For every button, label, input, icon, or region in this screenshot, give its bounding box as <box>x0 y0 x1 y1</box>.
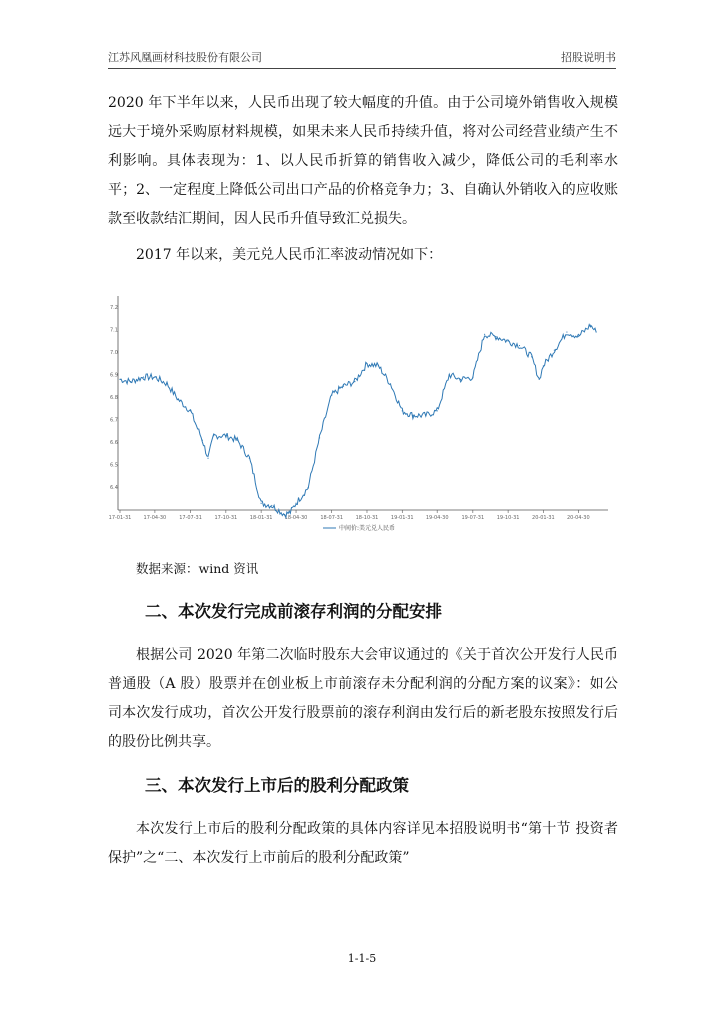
series-point <box>331 395 332 396</box>
x-tick-label: 19-10-31 <box>496 515 520 521</box>
series-point <box>519 345 520 346</box>
series-point <box>290 512 291 513</box>
header-document-type: 招股说明书 <box>561 51 616 64</box>
series-point <box>531 356 532 357</box>
y-tick-label: 7.2 <box>110 304 118 311</box>
y-tick-label: 7.0 <box>110 349 118 356</box>
x-tick-label: 17-04-30 <box>143 515 167 521</box>
section-heading-dividend-policy: 三、本次发行上市后的股利分配政策 <box>145 776 409 795</box>
series-point <box>484 334 485 335</box>
y-tick-label: 6.5 <box>110 462 118 469</box>
series-point <box>130 381 131 382</box>
series-point <box>202 440 203 441</box>
x-tick-label: 18-04-30 <box>284 515 308 521</box>
x-tick-label: 17-07-31 <box>179 515 202 521</box>
series-point <box>402 410 403 411</box>
series-point <box>508 340 509 341</box>
series-point <box>237 440 238 441</box>
paragraph-currency-risk: 2020 年下半年以来，人民币出现了较大幅度的升值。由于公司境外销售收入规模远大于境外采购原材料规模，如果未来人民币持续升值，将对公司经营业绩产生不利影响。具体表现为：1、以人民币折算的销售收入减少，降低公司的毛利率水平；2、一定程度上降低公司出口产品的价格竞争力；3、自确认外销收入的应收账款至收款结汇期间，因人民币升值导致汇兑损失。 <box>108 95 618 227</box>
series-point <box>154 376 155 377</box>
series-point <box>354 381 355 382</box>
y-tick-label: 6.7 <box>110 417 118 424</box>
paragraph-chart-intro: 2017 年以来，美元兑人民币汇率波动情况如下： <box>136 247 443 263</box>
paragraph-dividend-policy: 本次发行上市后的股利分配政策的具体内容详见本招股说明书“第十节 投资者保护”之“二、本次发行上市前后的股利分配政策” <box>108 821 618 866</box>
series-point <box>412 415 413 416</box>
series-point <box>207 458 208 459</box>
series-point <box>495 336 496 337</box>
series-point <box>472 376 473 377</box>
x-tick-label: 18-10-31 <box>355 515 379 521</box>
x-tick-label: 18-01-31 <box>249 515 273 521</box>
series-point <box>543 365 544 366</box>
x-tick-label: 19-07-31 <box>461 515 485 521</box>
series-point <box>190 410 191 411</box>
series-point <box>213 435 214 436</box>
x-tick-label: 17-10-31 <box>214 515 238 521</box>
series-point <box>119 379 120 380</box>
series-point <box>437 410 438 411</box>
y-tick-label: 7.1 <box>110 327 118 334</box>
series-point <box>343 386 344 387</box>
x-tick-label: 18-07-31 <box>320 515 344 521</box>
series-point <box>578 336 579 337</box>
series-point <box>596 331 597 332</box>
series-point <box>554 349 555 350</box>
series-point <box>425 415 426 416</box>
page-number: 1-1-5 <box>347 952 377 965</box>
chart-legend <box>323 524 395 532</box>
x-tick-label: 19-04-30 <box>425 515 449 521</box>
series-point <box>590 325 591 326</box>
series-point <box>449 374 450 375</box>
x-tick-label: 17-01-31 <box>108 515 132 521</box>
series-point <box>178 399 179 400</box>
paragraph-retained-profit: 根据公司 2020 年第二次临时股东大会审议通过的《关于首次公开发行人民币普通股（A 股）股票并在创业板上市前滚存未分配利润的分配方案的议案》：如公司本次发行成功，首次公开发行股票前的滚存利润由发行后的新老股东按照发行后的股份比例共享。 <box>108 647 618 750</box>
usd-cny-series-line <box>120 325 596 518</box>
y-tick-label: 6.9 <box>110 372 118 379</box>
series-point <box>261 503 262 504</box>
series-point <box>390 383 391 384</box>
series-point <box>460 379 461 380</box>
data-source-note: 数据来源：wind 资讯 <box>136 561 259 576</box>
series-point <box>378 365 379 366</box>
legend-label: 中间价:美元兑人民币 <box>339 525 396 532</box>
x-tick-label: 19-01-31 <box>390 515 414 521</box>
y-tick-label: 6.4 <box>110 484 118 491</box>
series-point <box>225 435 226 436</box>
header-company-name: 江苏风凰画材科技股份有限公司 <box>108 51 262 64</box>
series-point <box>539 379 540 380</box>
series-point <box>566 331 567 332</box>
y-tick-label: 6.8 <box>110 394 118 401</box>
series-point <box>271 505 272 506</box>
page-header <box>108 48 616 69</box>
section-heading-retained-profit: 二、本次发行完成前滚存利润的分配安排 <box>145 602 442 621</box>
x-tick-label: 20-01-31 <box>532 515 555 521</box>
series-point <box>143 376 144 377</box>
x-tick-label: 20-04-30 <box>566 515 590 521</box>
exchange-rate-chart <box>108 292 618 540</box>
series-point <box>249 458 250 459</box>
series-point <box>166 383 167 384</box>
series-point <box>319 437 320 438</box>
series-point <box>295 503 296 504</box>
series-point <box>308 487 309 488</box>
series-point <box>284 514 285 515</box>
series-point <box>366 363 367 364</box>
y-tick-label: 6.6 <box>110 439 118 446</box>
